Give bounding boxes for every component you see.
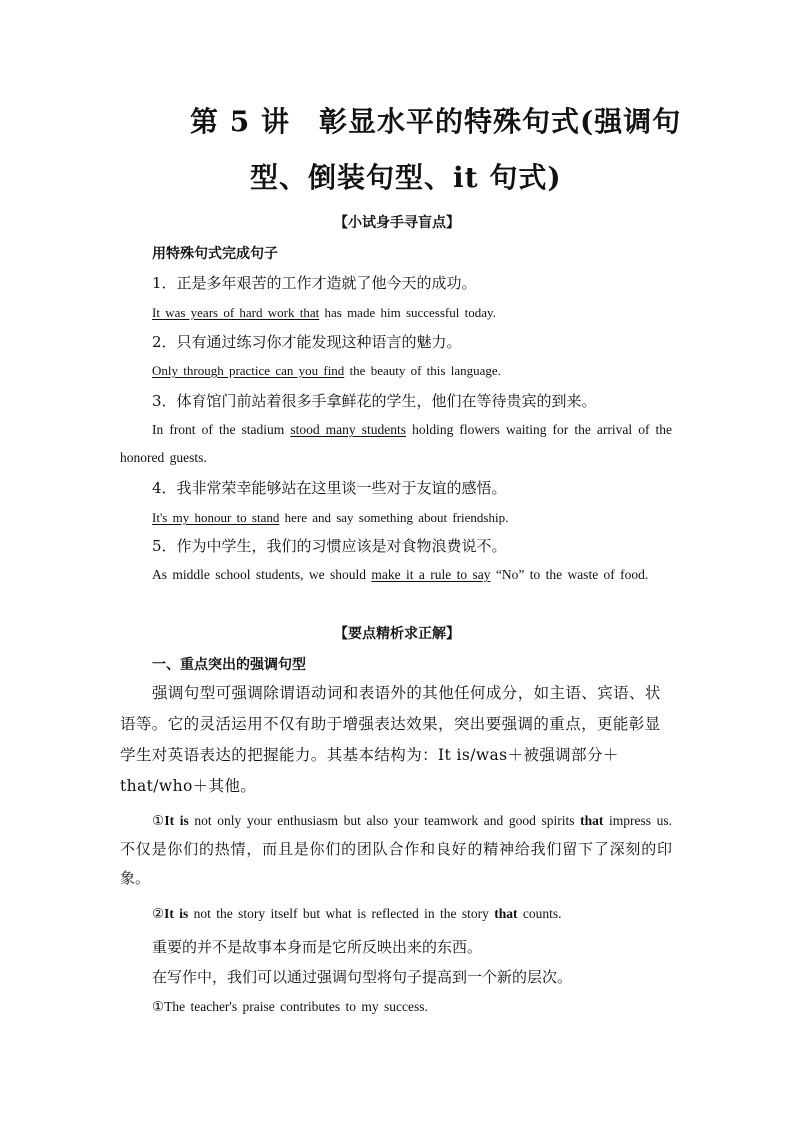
item-5-rest: “No” to the waste of food.: [490, 567, 649, 582]
item-4-english: [152, 510, 508, 526]
example-1-chinese: 不仅是你们的热情，而且是你们的团队合作和良好的精神给我们留下了深刻的印象。: [120, 840, 672, 887]
item-4-chinese: 4．我非常荣幸能够站在这里谈一些对于友谊的感悟。: [152, 479, 507, 497]
item-5-pre: As middle school students, we should: [152, 567, 372, 582]
item-2-rest: the beauty of this language.: [344, 363, 501, 378]
example-1-tail: impress us.: [603, 813, 672, 828]
subheading-complete-sentences: 用特殊句式完成句子: [152, 246, 278, 262]
subheading-emphatic-pattern: 一、重点突出的强调句型: [152, 657, 306, 673]
item-3-english: [120, 416, 672, 472]
item-5-english: [120, 561, 672, 589]
item-2-english: [152, 363, 501, 379]
item-3-chinese: 3．体育馆门前站着很多手拿鲜花的学生，他们在等待贵宾的到来。: [152, 392, 597, 410]
example-2: [152, 906, 561, 922]
item-1-english: [152, 305, 496, 321]
example-2-tail: counts.: [517, 906, 562, 921]
item-2-chinese: 2．只有通过练习你才能发现这种语言的魅力。: [152, 333, 462, 351]
item-5-answer: make it a rule to say: [371, 567, 491, 582]
item-4-answer: It's my honour to stand: [152, 510, 280, 525]
example-2-bold-that: that: [494, 906, 518, 921]
section-heading-practice: 【小试身手寻盲点】: [334, 215, 460, 231]
item-4-rest: here and say something about friendship.: [279, 510, 509, 525]
writing-note: 在写作中，我们可以通过强调句型将句子提高到一个新的层次。: [152, 968, 573, 986]
example-3: ①The teacher's praise contributes to my success.: [152, 999, 428, 1014]
item-3-pre: In front of the stadium: [152, 422, 291, 437]
item-3-answer: stood many students: [290, 422, 406, 437]
example-1-middle: not only your enthusiasm but also your teamwork and good spirits: [188, 813, 581, 828]
section-heading-key-points: 【要点精析求正解】: [334, 626, 460, 642]
example-1-number: ①: [152, 813, 165, 828]
example-1: [120, 806, 672, 893]
example-1-bold-that: that: [580, 813, 604, 828]
example-2-chinese: 重要的并不是故事本身而是它所反映出来的东西。: [152, 938, 483, 956]
example-1-bold-it-is: It is: [164, 813, 189, 828]
item-1-answer: It was years of hard work that: [152, 305, 320, 320]
item-3-rest: holding flowers waiting for the arrival of the honored guests.: [120, 422, 673, 465]
item-5-chinese: 5．作为中学生，我们的习惯应该是对食物浪费说不。: [152, 537, 507, 555]
item-2-answer: Only through practice can you find: [152, 363, 345, 378]
example-2-bold-it-is: It is: [164, 906, 189, 921]
intro-paragraph: 强调句型可强调除谓语动词和表语外的其他任何成分，如主语、宾语、状语等。它的灵活运用不仅有助于增强表达效果，突出要强调的重点，更能彰显学生对英语表达的把握能力。其基本结构为：It is/was＋被强调部分＋that/who＋其他。: [120, 684, 661, 795]
title-line-2: 型、倒装句型、it 句式): [250, 161, 562, 194]
example-2-middle: not the story itself but what is reflected in the story: [188, 906, 495, 921]
item-1-chinese: 1．正是多年艰苦的工作才造就了他今天的成功。: [152, 274, 477, 292]
title-line-1: 第 5 讲 彰显水平的特殊句式(强调句: [190, 105, 682, 138]
item-1-rest: has made him successful today.: [319, 305, 496, 320]
example-2-number: ②: [152, 906, 165, 921]
